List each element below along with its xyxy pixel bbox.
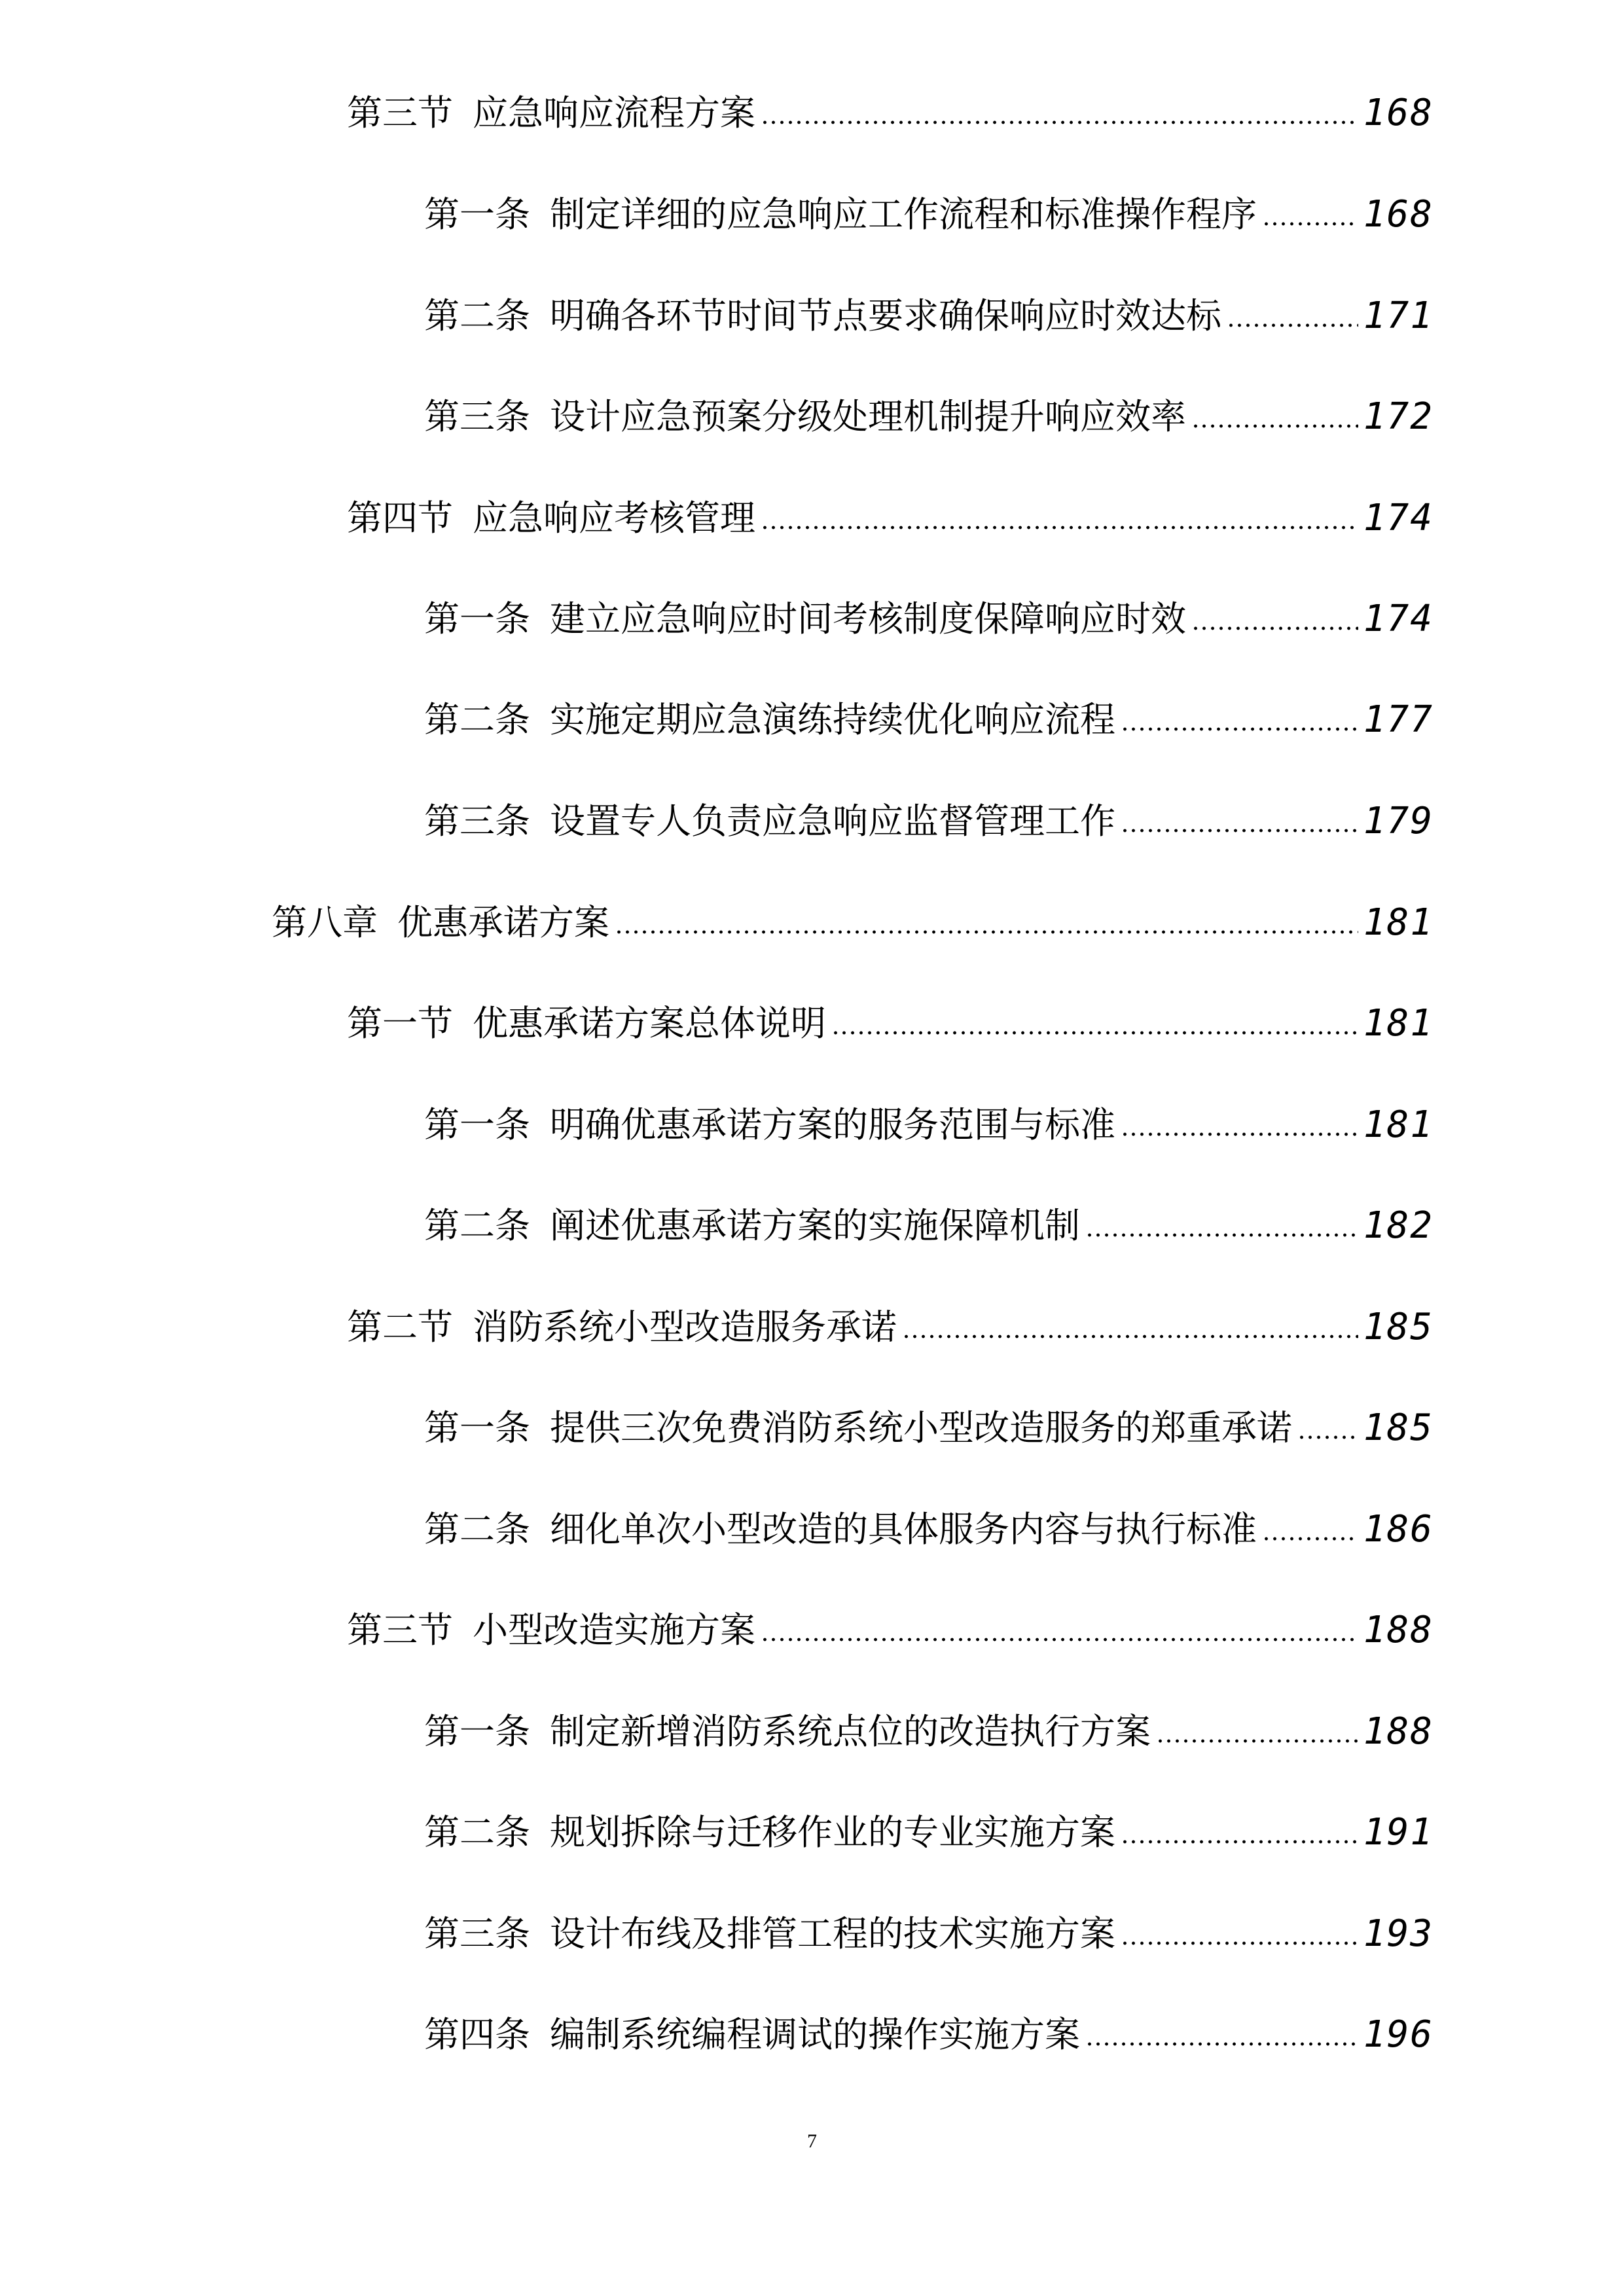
toc-entry-title: 规划拆除与迁移作业的专业实施方案 <box>550 1812 1115 1853</box>
toc-entry-title: 应急响应考核管理 <box>473 497 755 539</box>
dot-leader <box>1191 624 1358 632</box>
toc-entry-title: 明确各环节时间节点要求确保响应时效达标 <box>550 295 1221 336</box>
toc-entry[interactable] <box>424 1399 1434 1458</box>
toc-entry-number: 第一条 <box>424 598 530 639</box>
toc-entry-number: 第一条 <box>424 1407 530 1448</box>
toc-entry[interactable] <box>347 994 1434 1053</box>
toc-entry-number: 第二节 <box>347 1306 453 1348</box>
dot-leader <box>1156 1737 1358 1745</box>
dot-leader <box>1121 725 1358 733</box>
toc-entry-title: 制定详细的应急响应工作流程和标准操作程序 <box>550 194 1257 235</box>
toc-entry-number: 第四节 <box>347 497 453 539</box>
dot-leader <box>1121 1838 1358 1846</box>
page-number: 7 <box>807 2130 817 2152</box>
toc-entry[interactable] <box>424 691 1434 749</box>
dot-leader <box>831 1029 1358 1037</box>
toc-entry-page: 188 <box>1363 1710 1434 1753</box>
toc-entry[interactable] <box>347 489 1434 548</box>
toc-entry-number: 第二条 <box>424 295 530 336</box>
toc-entry-page: 193 <box>1363 1912 1434 1955</box>
dot-leader <box>761 118 1358 126</box>
toc-entry-number: 第二条 <box>424 699 530 740</box>
toc-entry-title: 制定新增消防系统点位的改造执行方案 <box>550 1711 1151 1752</box>
toc-entry-page: 179 <box>1363 800 1434 842</box>
toc-entry-page: 174 <box>1363 497 1434 539</box>
toc-entry[interactable] <box>347 84 1434 143</box>
toc-entry-title: 编制系统编程调试的操作实施方案 <box>550 2014 1080 2055</box>
dot-leader <box>761 1636 1358 1643</box>
toc-entry-number: 第三条 <box>424 800 530 842</box>
toc-entry-title: 阐述优惠承诺方案的实施保障机制 <box>550 1205 1080 1246</box>
toc-entry[interactable] <box>424 185 1434 244</box>
toc-entry-number: 第三节 <box>347 1609 453 1651</box>
dot-leader <box>1085 1231 1358 1239</box>
toc-entry-page: 172 <box>1363 395 1434 438</box>
toc-entry-number: 第二条 <box>424 1205 530 1246</box>
toc-entry[interactable] <box>347 1298 1434 1357</box>
dot-leader <box>615 928 1358 936</box>
toc-entry-number: 第二条 <box>424 1509 530 1550</box>
toc-entry-title: 消防系统小型改造服务承诺 <box>473 1306 897 1348</box>
toc-entry-title: 设置专人负责应急响应监督管理工作 <box>550 800 1115 842</box>
toc-entry[interactable] <box>424 590 1434 649</box>
toc-entry-title: 提供三次免费消防系统小型改造服务的郑重承诺 <box>550 1407 1292 1448</box>
dot-leader <box>1121 1130 1358 1138</box>
toc-entry-page: 185 <box>1363 1306 1434 1348</box>
toc-entry[interactable] <box>424 1196 1434 1255</box>
toc-entry[interactable] <box>347 1601 1434 1660</box>
toc-entry-number: 第八章 <box>272 902 378 943</box>
dot-leader <box>1121 827 1358 834</box>
toc-entry-page: 196 <box>1363 2013 1434 2056</box>
toc-entry-page: 181 <box>1363 1103 1434 1146</box>
toc-entry-number: 第一条 <box>424 194 530 235</box>
toc-entry[interactable] <box>424 1096 1434 1155</box>
dot-leader <box>1085 2040 1358 2048</box>
toc-entry-number: 第四条 <box>424 2014 530 2055</box>
toc-entry-title: 优惠承诺方案 <box>397 902 609 943</box>
toc-entry-page: 168 <box>1363 193 1434 236</box>
toc-entry[interactable] <box>424 287 1434 346</box>
toc-entry[interactable] <box>424 1803 1434 1862</box>
toc-entry-number: 第三条 <box>424 1913 530 1954</box>
dot-leader <box>1227 321 1358 329</box>
toc-entry-page: 182 <box>1363 1204 1434 1247</box>
toc-entry-title: 应急响应流程方案 <box>473 92 755 134</box>
toc-entry-page: 174 <box>1363 598 1434 640</box>
toc-entry[interactable] <box>424 2005 1434 2064</box>
toc-entry-number: 第一条 <box>424 1104 530 1145</box>
toc-entry[interactable] <box>424 1702 1434 1761</box>
toc-entry-title: 实施定期应急演练持续优化响应流程 <box>550 699 1115 740</box>
toc-entry-page: 188 <box>1363 1609 1434 1651</box>
toc-entry-page: 185 <box>1363 1407 1434 1449</box>
toc-entry-title: 设计布线及排管工程的技术实施方案 <box>550 1913 1115 1954</box>
toc-entry-title: 优惠承诺方案总体说明 <box>473 1003 826 1044</box>
toc-entry[interactable] <box>424 387 1434 446</box>
toc-entry-page: 186 <box>1363 1508 1434 1551</box>
toc-entry-number: 第三条 <box>424 396 530 437</box>
toc-entry-title: 小型改造实施方案 <box>473 1609 755 1651</box>
toc-entry-page: 171 <box>1363 295 1434 337</box>
toc-entry-title: 明确优惠承诺方案的服务范围与标准 <box>550 1104 1115 1145</box>
toc-entry-title: 建立应急响应时间考核制度保障响应时效 <box>550 598 1186 639</box>
toc-entry-title: 设计应急预案分级处理机制提升响应效率 <box>550 396 1186 437</box>
dot-leader <box>1191 422 1358 430</box>
toc-entry-page: 191 <box>1363 1811 1434 1854</box>
toc-entry-page: 177 <box>1363 698 1434 741</box>
dot-leader <box>1262 1535 1358 1543</box>
toc-entry-page: 168 <box>1363 92 1434 134</box>
dot-leader <box>1297 1433 1358 1441</box>
dot-leader <box>1262 220 1358 228</box>
toc-entry[interactable] <box>424 1905 1434 1964</box>
toc-entry-number: 第一条 <box>424 1711 530 1752</box>
toc-entry[interactable] <box>272 893 1434 952</box>
dot-leader <box>1121 1939 1358 1947</box>
dot-leader <box>902 1333 1358 1340</box>
toc-entry-number: 第三节 <box>347 92 453 134</box>
toc-entry-page: 181 <box>1363 1002 1434 1045</box>
dot-leader <box>761 524 1358 531</box>
toc-entry-number: 第二条 <box>424 1812 530 1853</box>
toc-entry-page: 181 <box>1363 901 1434 944</box>
toc-entry[interactable] <box>424 792 1434 851</box>
toc-entry-number: 第一节 <box>347 1003 453 1044</box>
toc-entry[interactable] <box>424 1500 1434 1559</box>
toc-entry-title: 细化单次小型改造的具体服务内容与执行标准 <box>550 1509 1257 1550</box>
